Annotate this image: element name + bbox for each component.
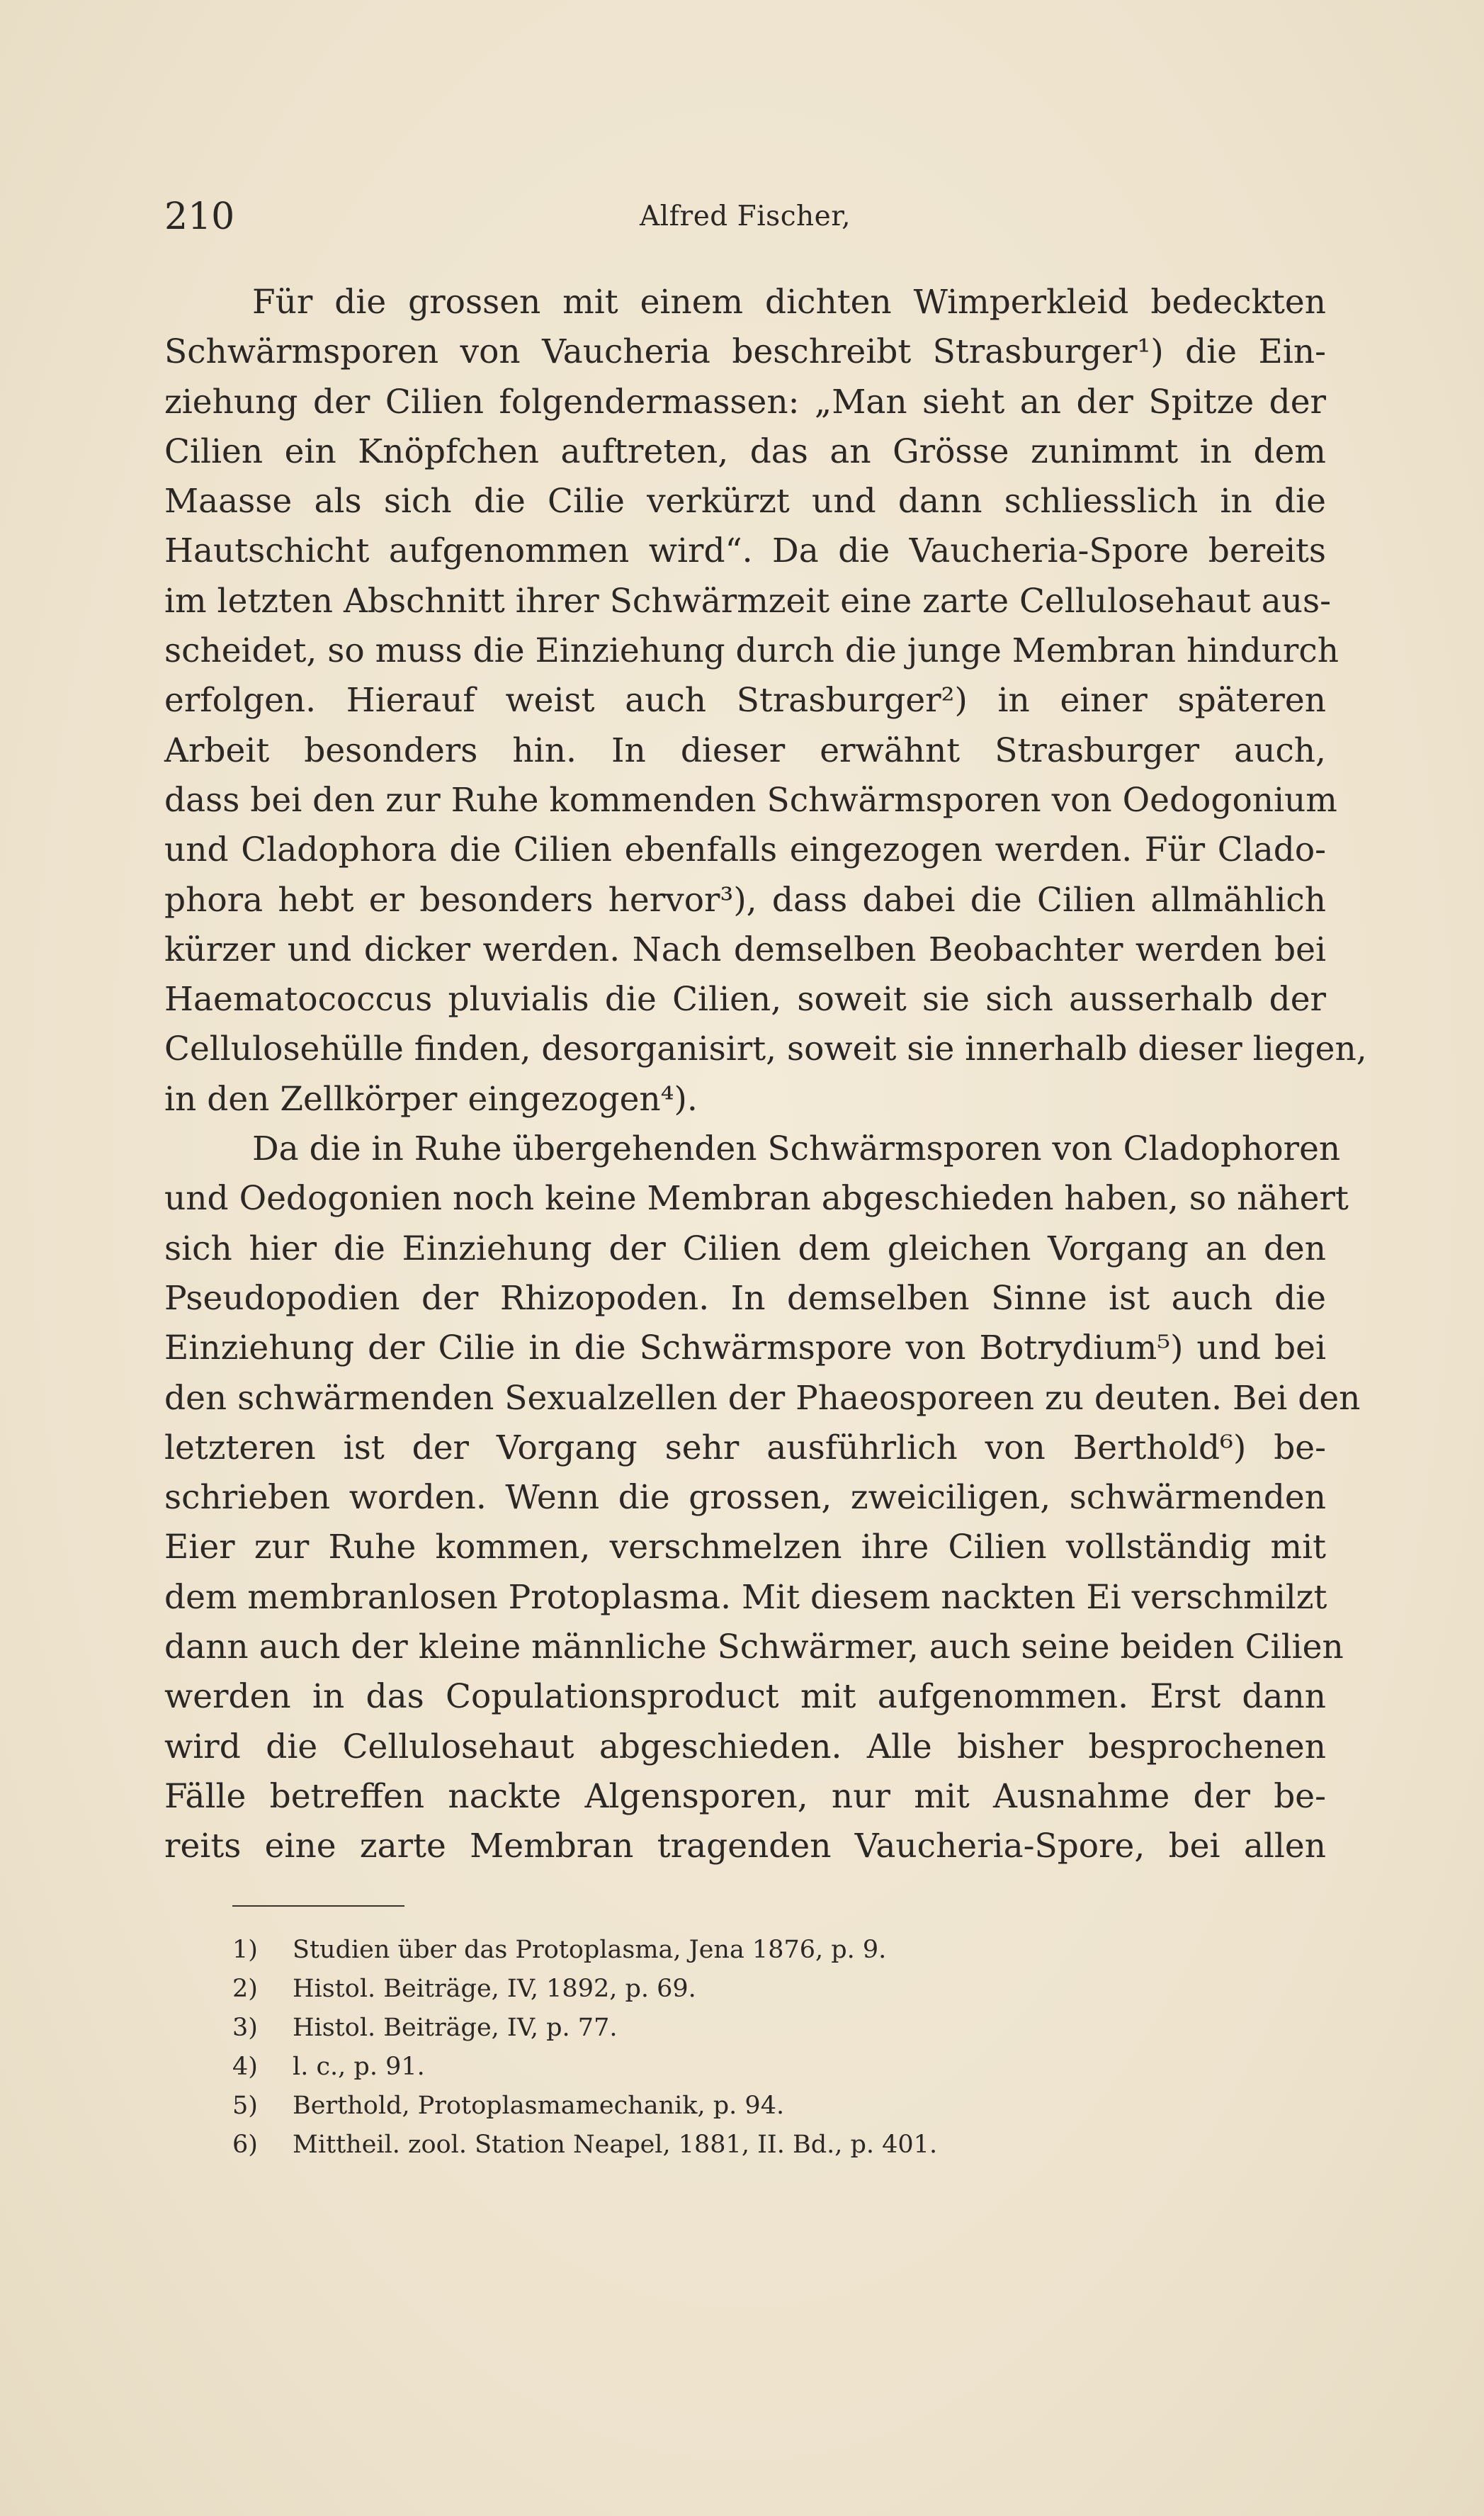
text-line: Cilien ein Knöpfchen auftreten, das an Grösse zunimmt in dem	[164, 431, 1326, 471]
footnote-text: l. c., p. 91.	[293, 2053, 425, 2081]
text-line: phora hebt er besonders hervor³), dass dabei die Cilien allmählich	[164, 880, 1326, 920]
text-line: in den Zellkörper eingezogen⁴).	[164, 1079, 698, 1119]
text-line: kürzer und dicker werden. Nach demselben Beobachter werden bei	[164, 930, 1326, 969]
text-line: dann auch der kleine männliche Schwärmer, auch seine beiden Cilien	[164, 1627, 1344, 1667]
text-line: im letzten Abschnitt ihrer Schwärmzeit eine zarte Cellulosehaut aus-	[164, 581, 1332, 621]
text-line: werden in das Copulationsproduct mit aufgenommen. Erst dann	[164, 1677, 1326, 1717]
page-header	[164, 196, 1326, 238]
text-line: reits eine zarte Membran tragenden Vaucheria-Spore, bei allen	[164, 1827, 1326, 1866]
footnote-number: 4)	[232, 2053, 258, 2081]
text-line: Schwärmsporen von Vaucheria beschreibt Strasburger¹) die Ein-	[164, 332, 1326, 372]
footnote-text: Studien über das Protoplasma, Jena 1876, p. 9.	[293, 1936, 887, 1964]
text-line: Hautschicht aufgenommen wird“. Da die Vaucheria-Spore bereits	[164, 531, 1326, 571]
text-line: Eier zur Ruhe kommen, verschmelzen ihre Cilien vollständig mit	[164, 1528, 1326, 1567]
footnote-text: Histol. Beiträge, IV, 1892, p. 69.	[293, 1975, 696, 2003]
text-line: dass bei den zur Ruhe kommenden Schwärmsporen von Oedogonium	[164, 780, 1337, 820]
page-number: 210	[164, 196, 235, 238]
body-text	[164, 278, 1367, 1872]
footnote	[232, 2009, 1153, 2048]
footnote	[232, 1931, 1153, 1970]
footnote-number: 2)	[232, 1975, 258, 2003]
text-line: Haematococcus pluvialis die Cilien, soweit sie sich ausserhalb der	[164, 980, 1326, 1020]
text-line: ziehung der Cilien folgendermassen: „Man sieht an der Spitze der	[164, 382, 1326, 422]
footnote-number: 5)	[232, 2092, 258, 2120]
text-line: Pseudopodien der Rhizopoden. In demselben Sinne ist auch die	[164, 1278, 1326, 1318]
footnote-text: Mittheil. zool. Station Neapel, 1881, II. Bd., p. 401.	[293, 2131, 938, 2159]
footnote	[232, 2087, 1153, 2126]
text-line: Fälle betreffen nackte Algensporen, nur mit Ausnahme der be-	[164, 1776, 1326, 1816]
text-line: schrieben worden. Wenn die grossen, zweiciligen, schwärmenden	[164, 1478, 1326, 1518]
text-line: Einziehung der Cilie in die Schwärmspore von Botrydium⁵) und bei	[164, 1328, 1326, 1368]
footnote	[232, 2126, 1153, 2165]
footnote-separator	[232, 1905, 404, 1907]
text-line: letzteren ist der Vorgang sehr ausführlich von Berthold⁶) be-	[164, 1428, 1326, 1467]
text-line: Für die grossen mit einem dichten Wimperkleid bedeckten	[252, 283, 1326, 322]
footnote	[232, 2048, 1153, 2087]
text-line: sich hier die Einziehung der Cilien dem gleichen Vorgang an den	[164, 1229, 1326, 1268]
text-line: scheidet, so muss die Einziehung durch die junge Membran hindurch	[164, 631, 1339, 671]
text-line: dem membranlosen Protoplasma. Mit diesem nackten Ei verschmilzt	[164, 1577, 1327, 1617]
text-line: und Cladophora die Cilien ebenfalls eingezogen werden. Für Clado-	[164, 830, 1326, 870]
text-line: Maasse als sich die Cilie verkürzt und dann schliesslich in die	[164, 482, 1326, 521]
footnote-text: Berthold, Protoplasmamechanik, p. 94.	[293, 2092, 785, 2120]
text-line: Arbeit besonders hin. In dieser erwähnt Strasburger auch,	[164, 730, 1326, 770]
footnote-number: 1)	[232, 1936, 258, 1964]
footnote	[232, 1970, 1153, 2009]
text-line: den schwärmenden Sexualzellen der Phaeosporeen zu deuten. Bei den	[164, 1378, 1361, 1418]
footnote-number: 6)	[232, 2131, 258, 2159]
footnotes	[232, 1931, 1153, 2165]
text-line: und Oedogonien noch keine Membran abgeschieden haben, so nähert	[164, 1179, 1349, 1219]
running-head: Alfred Fischer,	[639, 201, 851, 232]
text-line: Cellulosehülle finden, desorganisirt, soweit sie innerhalb dieser liegen,	[164, 1029, 1367, 1069]
footnote-number: 3)	[232, 2014, 258, 2042]
text-line: wird die Cellulosehaut abgeschieden. Alle bisher besprochenen	[164, 1727, 1326, 1766]
text-line: erfolgen. Hierauf weist auch Strasburger²) in einer späteren	[164, 681, 1326, 721]
text-line: Da die in Ruhe übergehenden Schwärmsporen von Cladophoren	[252, 1129, 1341, 1169]
footnote-text: Histol. Beiträge, IV, p. 77.	[293, 2014, 618, 2042]
